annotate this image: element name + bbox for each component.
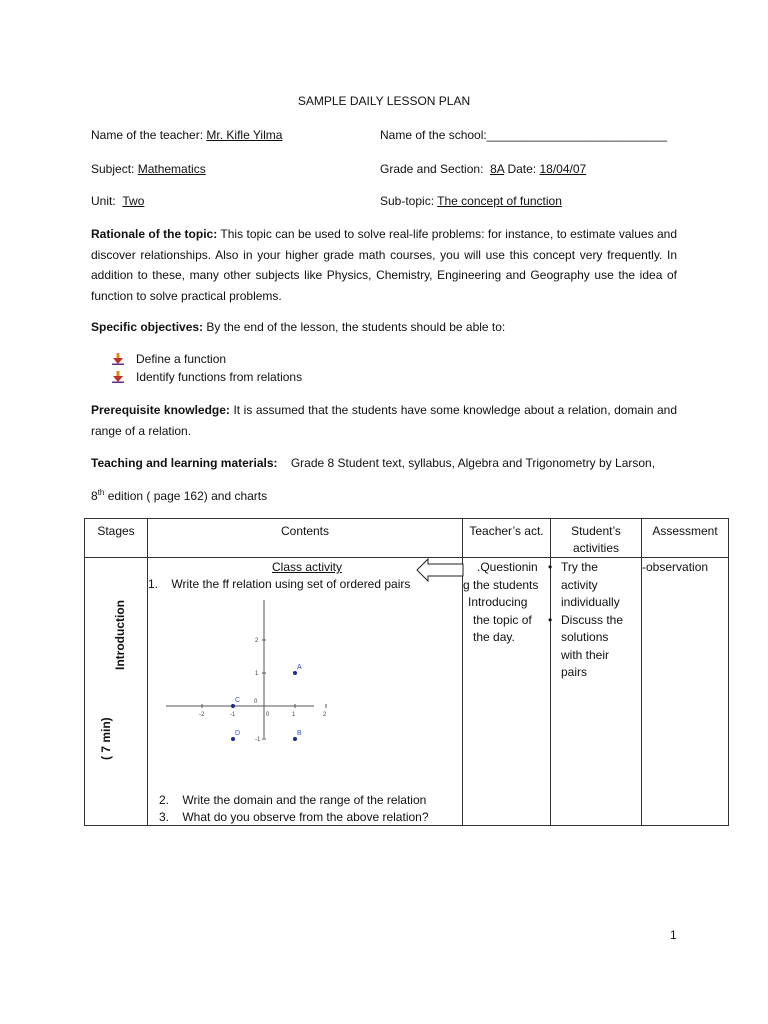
contents-cell: [148, 558, 463, 826]
rationale-paragraph: [91, 224, 677, 306]
student-activity-line: [551, 629, 641, 647]
objectives-label: Specific objectives:: [91, 320, 204, 334]
page-number: 1: [670, 928, 677, 942]
objective-item-text: Define a function: [136, 352, 227, 366]
rationale-label: Rationale of the topic:: [91, 227, 218, 241]
student-activity-line: [551, 594, 641, 612]
edition-number: 8: [91, 489, 98, 503]
point-d: [231, 737, 235, 741]
header-assessment: Assessment: [642, 519, 729, 558]
stage-time: ( 7 min): [99, 717, 113, 760]
grade-label: Grade and Section:: [380, 162, 484, 176]
assessment-text: -observation: [642, 560, 709, 574]
objective-item-1: [112, 352, 226, 366]
question-3: [159, 810, 429, 824]
y-tick-label: 0: [254, 699, 258, 705]
point-a: [293, 671, 297, 675]
header-stages: Stages: [85, 519, 148, 558]
prerequisite-paragraph: [91, 400, 677, 441]
subject-label: Subject:: [91, 162, 135, 176]
student-activity-line: [551, 647, 641, 665]
x-tick-label: 1: [292, 712, 296, 718]
objective-item-2: [112, 370, 302, 384]
stage-name: Introduction: [113, 600, 127, 670]
question-1-number: 1.: [148, 577, 159, 591]
unit-label: Unit:: [91, 194, 116, 208]
student-activity-line: [548, 559, 641, 577]
x-tick-label: 2: [323, 712, 327, 718]
prerequisite-label: Prerequisite knowledge:: [91, 403, 230, 417]
question-2-number: 2.: [159, 793, 170, 807]
edition-row: [91, 488, 267, 503]
subject-value: Mathematics: [137, 162, 206, 176]
question-1: [148, 577, 410, 591]
unit-row: [91, 194, 144, 208]
x-tick-label: -2: [199, 712, 205, 718]
subtopic-value: The concept of function: [437, 194, 562, 208]
y-tick-label: -1: [255, 737, 261, 743]
left-arrow-icon: [416, 558, 464, 582]
coordinate-graph: [162, 590, 327, 743]
teacher-label: Name of the teacher:: [91, 128, 204, 142]
table-header-row: [85, 519, 729, 558]
subtopic-row: [380, 194, 562, 208]
header-contents: Contents: [148, 519, 463, 558]
objective-item-text: Identify functions from relations: [136, 370, 303, 384]
point-c: [231, 704, 235, 708]
assessment-cell: [642, 558, 729, 826]
point-label: B: [297, 730, 302, 737]
x-tick-label: -1: [230, 712, 236, 718]
header-student-line2: activities: [572, 541, 619, 555]
header-student-activities: [551, 519, 642, 558]
student-activity-text: Try the: [561, 560, 598, 574]
question-2: [159, 793, 426, 807]
y-tick-label: 1: [255, 671, 259, 677]
bullet-icon: •: [548, 560, 553, 574]
student-activity-text: activity: [561, 577, 598, 592]
teacher-activity-line: the day.: [473, 630, 515, 644]
teacher-activity-line: .Questionin: [477, 560, 538, 574]
point-label: C: [235, 697, 241, 704]
class-activity-heading: Class activity: [272, 560, 343, 574]
point-label: A: [297, 664, 302, 671]
teacher-activity-cell: [463, 558, 551, 826]
header-teacher-activity: Teacher’s act.: [463, 519, 551, 558]
prerequisite-text: It is assumed that the students have some knowledge about a relation, domain and range of a relation.: [91, 403, 677, 438]
question-1-text: Write the ff relation using set of ordered pairs: [171, 577, 411, 591]
unit-value: Two: [122, 194, 145, 208]
student-activity-text: individually: [561, 595, 620, 609]
school-name-row: [380, 128, 667, 142]
page-title: SAMPLE DAILY LESSON PLAN: [297, 94, 471, 108]
student-activity-text: pairs: [561, 665, 588, 679]
date-label: Date:: [507, 162, 537, 176]
materials-row: [91, 456, 655, 470]
student-activity-line: [548, 612, 641, 630]
teacher-activity-line: the topic of: [473, 612, 532, 627]
point-b: [293, 737, 297, 741]
student-activity-text: solutions: [561, 630, 609, 644]
teacher-activity-line: Introducing: [468, 595, 528, 609]
teacher-name-row: [91, 128, 282, 142]
student-activity-line: [551, 664, 641, 682]
header-student-line1: Student’s: [571, 524, 621, 538]
subject-row: [91, 162, 206, 176]
school-label: Name of the school:: [380, 128, 487, 142]
materials-text: Grade 8 Student text, syllabus, Algebra and Trigonometry by Larson,: [290, 456, 656, 470]
lesson-plan-table: [84, 518, 729, 826]
question-3-text: What do you observe from the above relation?: [182, 810, 429, 824]
y-tick-label: 2: [255, 638, 259, 644]
table-row: [85, 558, 729, 826]
school-value: ___________________________: [486, 128, 667, 142]
bullet-icon: •: [548, 612, 553, 627]
rationale-text: This topic can be used to solve real-life problems: for instance, to estimate values and discover relationships. Also in your higher grade math courses, you will use this concept very frequently. In addition to these, many other subjects like Physics, Chemistry, Engineering and Geography use the idea of function to solve practical problems.: [91, 227, 677, 303]
question-2-text: Write the domain and the range of the relation: [182, 793, 427, 807]
objectives-row: [91, 320, 505, 334]
stage-cell: [85, 558, 148, 826]
down-arrow-bullet-icon: [112, 371, 124, 383]
teacher-value: Mr. Kifle Yilma: [206, 128, 283, 142]
question-3-number: 3.: [159, 810, 170, 824]
teacher-activity-line: g the students: [463, 577, 539, 592]
x-tick-label: 0: [266, 712, 270, 718]
objectives-text: By the end of the lesson, the students should be able to:: [206, 320, 506, 334]
down-arrow-bullet-icon: [112, 353, 124, 365]
edition-text: edition ( page 162) and charts: [104, 489, 268, 503]
student-activity-text: Discuss the: [561, 612, 624, 627]
student-activity-text: with their: [561, 647, 610, 662]
materials-label: Teaching and learning materials:: [91, 456, 278, 470]
date-value: 18/04/07: [539, 162, 587, 176]
grade-row: [380, 162, 586, 176]
student-activity-line: [551, 577, 641, 595]
student-activities-cell: [548, 558, 642, 826]
point-label: D: [235, 730, 241, 737]
grade-value: 8A: [490, 162, 505, 176]
edition-superscript: th: [97, 488, 105, 497]
subtopic-label: Sub-topic:: [380, 194, 435, 208]
